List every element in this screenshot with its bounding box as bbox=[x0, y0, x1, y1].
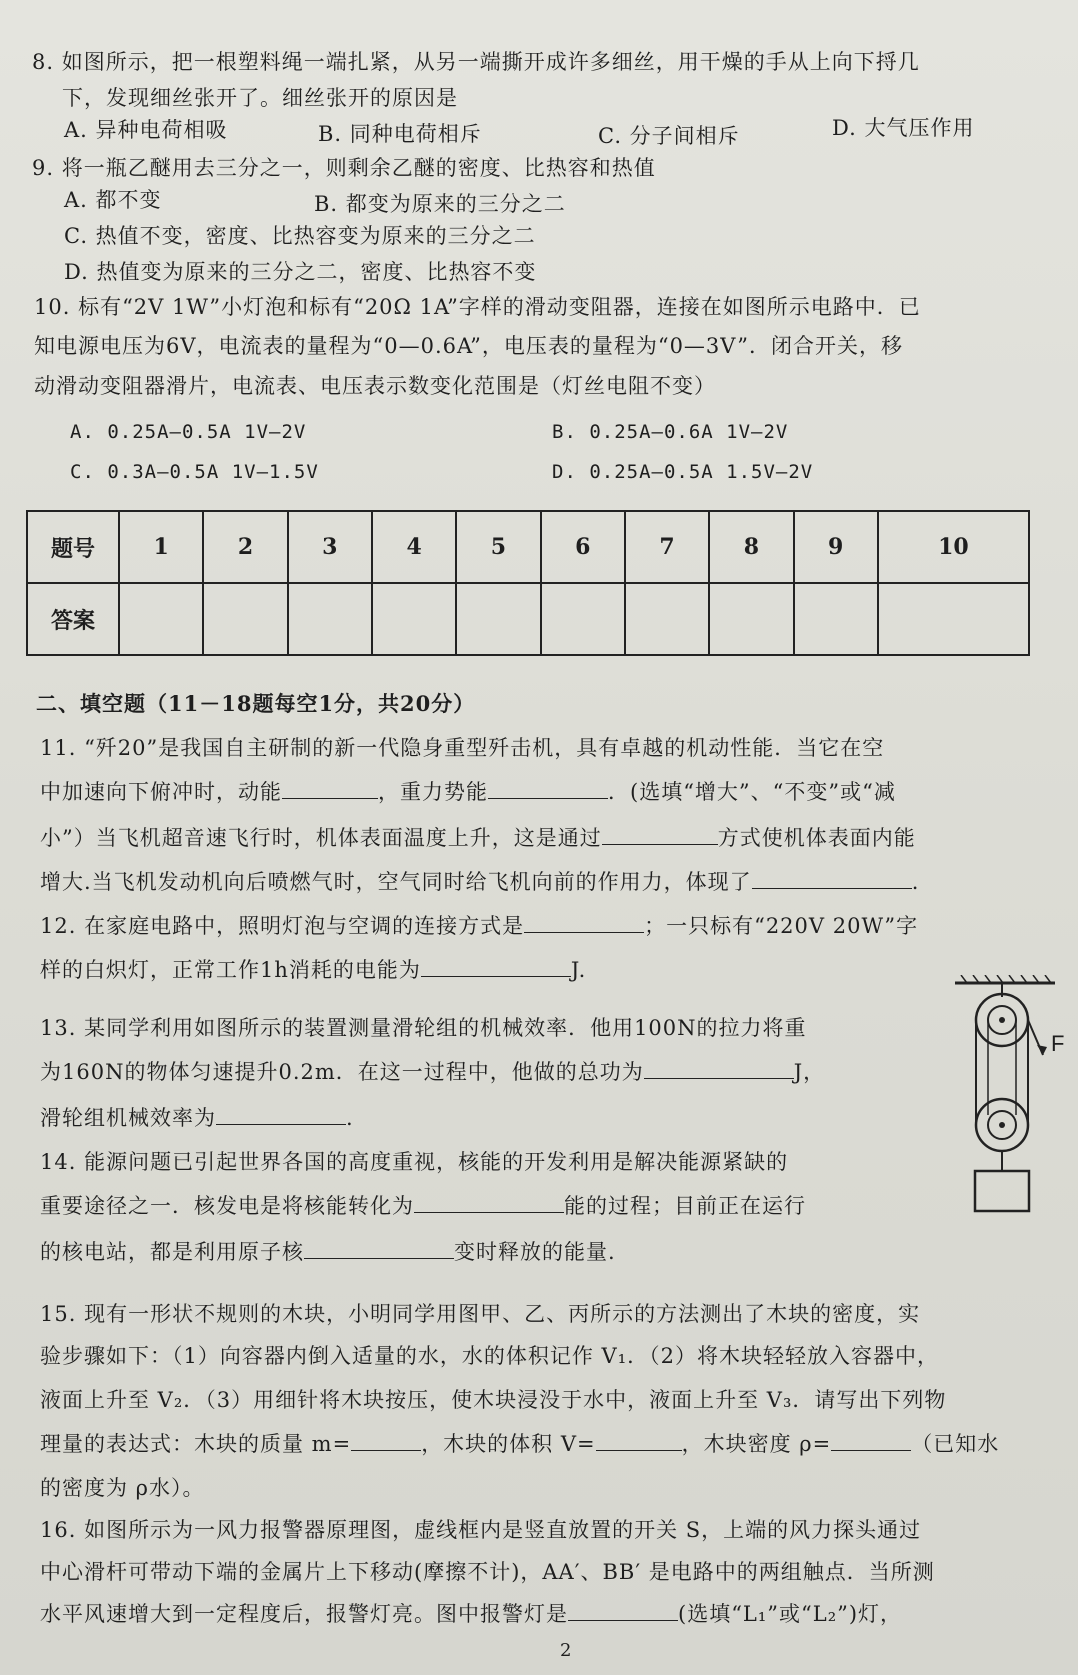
q16-blank-alarm-lamp[interactable] bbox=[568, 1600, 678, 1621]
table-cell-number: 7 bbox=[625, 511, 709, 583]
q11-blank-potential-energy[interactable] bbox=[488, 778, 608, 799]
q10-stem-line2: 知电源电压为6V，电流表的量程为“0—0.6A”，电压表的量程为“0—3V”．闭合开关，移 bbox=[34, 334, 903, 358]
page-number: 2 bbox=[560, 1640, 572, 1661]
q15-line5: 的密度为 ρ水）。 bbox=[40, 1476, 205, 1500]
q11-blank-principle[interactable] bbox=[752, 868, 912, 889]
q12-text: 样的白炽灯，正常工作1h消耗的电能为 bbox=[40, 958, 421, 982]
q12-blank-connection[interactable] bbox=[524, 912, 644, 933]
q12-text: ；一只标有“220V 20W”字 bbox=[644, 914, 919, 938]
q8-stem-line2: 下，发现细丝张开了。细丝张开的原因是 bbox=[62, 86, 458, 110]
q9-option-b: B. 都变为原来的三分之二 bbox=[314, 192, 566, 216]
q14-blank-reaction[interactable] bbox=[304, 1238, 454, 1259]
q9-option-c: C. 热值不变，密度、比热容变为原来的三分之二 bbox=[64, 224, 536, 248]
q14-line1: 14. 能源问题已引起世界各国的高度重视，核能的开发利用是解决能源紧缺的 bbox=[40, 1150, 789, 1174]
q13-line2 bbox=[40, 1058, 825, 1086]
q11-line2 bbox=[40, 778, 896, 806]
q11-text: ，重力势能 bbox=[378, 780, 488, 804]
q11-text: 小”）当飞机超音速飞行时，机体表面温度上升，这是通过 bbox=[40, 826, 602, 850]
q15-text: （已知水 bbox=[911, 1432, 1000, 1456]
q11-line4 bbox=[40, 868, 919, 896]
q15-line1: 15. 现有一形状不规则的木块，小明同学用图甲、乙、丙所示的方法测出了木块的密度，实 bbox=[40, 1302, 921, 1326]
table-cell-number: 5 bbox=[456, 511, 540, 583]
answer-cell[interactable] bbox=[709, 583, 793, 655]
q15-line3: 液面上升至 V₂．（3）用细针将木块按压，使木块浸没于水中，液面上升至 V₃．请写出下列物 bbox=[40, 1388, 947, 1412]
q15-blank-density[interactable] bbox=[831, 1430, 911, 1451]
q16-text: (选填“L₁”或“L₂”)灯， bbox=[678, 1602, 903, 1626]
q8-option-c: C. 分子间相斥 bbox=[598, 124, 740, 148]
table-cell-number: 6 bbox=[541, 511, 625, 583]
q11-blank-method[interactable] bbox=[602, 824, 718, 845]
q12-line1 bbox=[40, 912, 918, 940]
answer-cell[interactable] bbox=[878, 583, 1029, 655]
q11-blank-kinetic-energy[interactable] bbox=[282, 778, 378, 799]
q8-option-b: B. 同种电荷相斥 bbox=[318, 122, 482, 146]
q11-text: 增大.当飞机发动机向后喷燃气时，空气同时给飞机向前的作用力，体现了 bbox=[40, 870, 752, 894]
q15-blank-volume[interactable] bbox=[596, 1430, 682, 1451]
answer-cell[interactable] bbox=[203, 583, 287, 655]
q13-line1: 13. 某同学利用如图所示的装置测量滑轮组的机械效率．他用100N的拉力将重 bbox=[40, 1016, 807, 1040]
q11-text: ．(选填“增大”、“不变”或“减 bbox=[608, 780, 896, 804]
answer-cell[interactable] bbox=[119, 583, 203, 655]
answer-cell[interactable] bbox=[794, 583, 878, 655]
q14-text: 变时释放的能量. bbox=[454, 1240, 616, 1264]
answer-cell[interactable] bbox=[288, 583, 372, 655]
q12-text: J. bbox=[570, 958, 587, 982]
table-header-answer: 答案 bbox=[27, 583, 119, 655]
table-row-question-numbers bbox=[27, 511, 1029, 583]
q14-text: 重要途径之一．核发电是将核能转化为 bbox=[40, 1194, 414, 1218]
q14-blank-energy-form[interactable] bbox=[414, 1192, 564, 1213]
q10-option-d: D. 0.25A—0.5A 1.5V—2V bbox=[552, 461, 814, 483]
q12-text: 12. 在家庭电路中，照明灯泡与空调的连接方式是 bbox=[40, 914, 525, 938]
q13-text: J， bbox=[793, 1060, 826, 1084]
q14-text: 的核电站，都是利用原子核 bbox=[40, 1240, 304, 1264]
q15-text: 理量的表达式：木块的质量 m= bbox=[40, 1432, 352, 1456]
q11-text: . bbox=[911, 870, 920, 894]
answer-cell[interactable] bbox=[456, 583, 540, 655]
q15-text: ，木块密度 ρ= bbox=[681, 1432, 832, 1456]
force-label: F bbox=[1051, 1031, 1065, 1056]
pulley-system-diagram bbox=[955, 975, 1065, 1234]
q13-blank-total-work[interactable] bbox=[644, 1058, 794, 1079]
table-row-answers bbox=[27, 583, 1029, 655]
q8-option-d: D. 大气压作用 bbox=[832, 116, 975, 140]
q14-line2 bbox=[40, 1192, 806, 1220]
q12-blank-energy[interactable] bbox=[421, 956, 571, 977]
q10-option-c: C. 0.3A—0.5A 1V—1.5V bbox=[70, 461, 319, 483]
q16-text: 水平风速增大到一定程度后，报警灯亮。图中报警灯是 bbox=[40, 1602, 568, 1626]
q13-blank-efficiency[interactable] bbox=[216, 1104, 346, 1125]
q15-text: ，木块的体积 V= bbox=[421, 1432, 596, 1456]
q8-option-a: A. 异种电荷相吸 bbox=[64, 118, 228, 142]
table-cell-number: 8 bbox=[709, 511, 793, 583]
q16-line2: 中心滑杆可带动下端的金属片上下移动(摩擦不计)，AA′、BB′ 是电路中的两组触点．当所测 bbox=[40, 1560, 935, 1584]
q14-line3 bbox=[40, 1238, 616, 1266]
section-heading-fill-in: 二、填空题（11－18题每空1分，共20分） bbox=[36, 691, 476, 716]
q11-line3 bbox=[40, 824, 916, 852]
q10-option-a: A. 0.25A—0.5A 1V—2V bbox=[70, 421, 307, 443]
q15-blank-mass[interactable] bbox=[351, 1430, 421, 1451]
q15-line2: 验步骤如下：（1）向容器内倒入适量的水，水的体积记作 V₁．（2）将木块轻轻放入容器中， bbox=[40, 1344, 939, 1368]
table-cell-number: 1 bbox=[119, 511, 203, 583]
q11-line1: 11. “歼20”是我国自主研制的新一代隐身重型歼击机，具有卓越的机动性能．当它在空 bbox=[40, 736, 885, 760]
q9-option-a: A. 都不变 bbox=[64, 188, 162, 212]
q13-text: 滑轮组机械效率为 bbox=[40, 1106, 216, 1130]
q11-text: 方式使机体表面内能 bbox=[717, 826, 916, 850]
q10-option-b: B. 0.25A—0.6A 1V—2V bbox=[552, 421, 789, 443]
table-cell-number: 2 bbox=[203, 511, 287, 583]
q9-stem: 9. 将一瓶乙醚用去三分之一，则剩余乙醚的密度、比热容和热值 bbox=[32, 156, 656, 180]
q10-stem-line1: 10. 标有“2V 1W”小灯泡和标有“20Ω 1A”字样的滑动变阻器，连接在如图所示电路中．已 bbox=[34, 295, 921, 319]
q12-line2 bbox=[40, 956, 586, 984]
table-cell-number: 10 bbox=[878, 511, 1029, 583]
table-cell-number: 9 bbox=[794, 511, 878, 583]
q16-line1: 16. 如图所示为一风力报警器原理图，虚线框内是竖直放置的开关 S，上端的风力探头通过 bbox=[40, 1518, 922, 1542]
table-header-question-number: 题号 bbox=[27, 511, 119, 583]
table-cell-number: 3 bbox=[288, 511, 372, 583]
table-cell-number: 4 bbox=[372, 511, 456, 583]
q13-text: . bbox=[346, 1106, 354, 1130]
q13-text: 为160N的物体匀速提升0.2m．在这一过程中，他做的总功为 bbox=[40, 1060, 644, 1084]
q16-line3 bbox=[40, 1600, 902, 1628]
q11-text: 中加速向下俯冲时，动能 bbox=[40, 780, 282, 804]
answer-cell[interactable] bbox=[541, 583, 625, 655]
q14-text: 能的过程；目前正在运行 bbox=[564, 1194, 806, 1218]
answer-cell[interactable] bbox=[372, 583, 456, 655]
answer-cell[interactable] bbox=[625, 583, 709, 655]
q8-stem-line1: 8. 如图所示，把一根塑料绳一端扎紧，从另一端撕开成许多细丝，用干燥的手从上向下捋几 bbox=[32, 50, 920, 74]
q9-option-d: D. 热值变为原来的三分之二，密度、比热容不变 bbox=[64, 260, 537, 284]
q15-line4 bbox=[40, 1430, 999, 1458]
q10-stem-line3: 动滑动变阻器滑片，电流表、电压表示数变化范围是（灯丝电阻不变） bbox=[34, 374, 716, 398]
q13-line3 bbox=[40, 1104, 354, 1132]
answer-table bbox=[26, 510, 1030, 656]
